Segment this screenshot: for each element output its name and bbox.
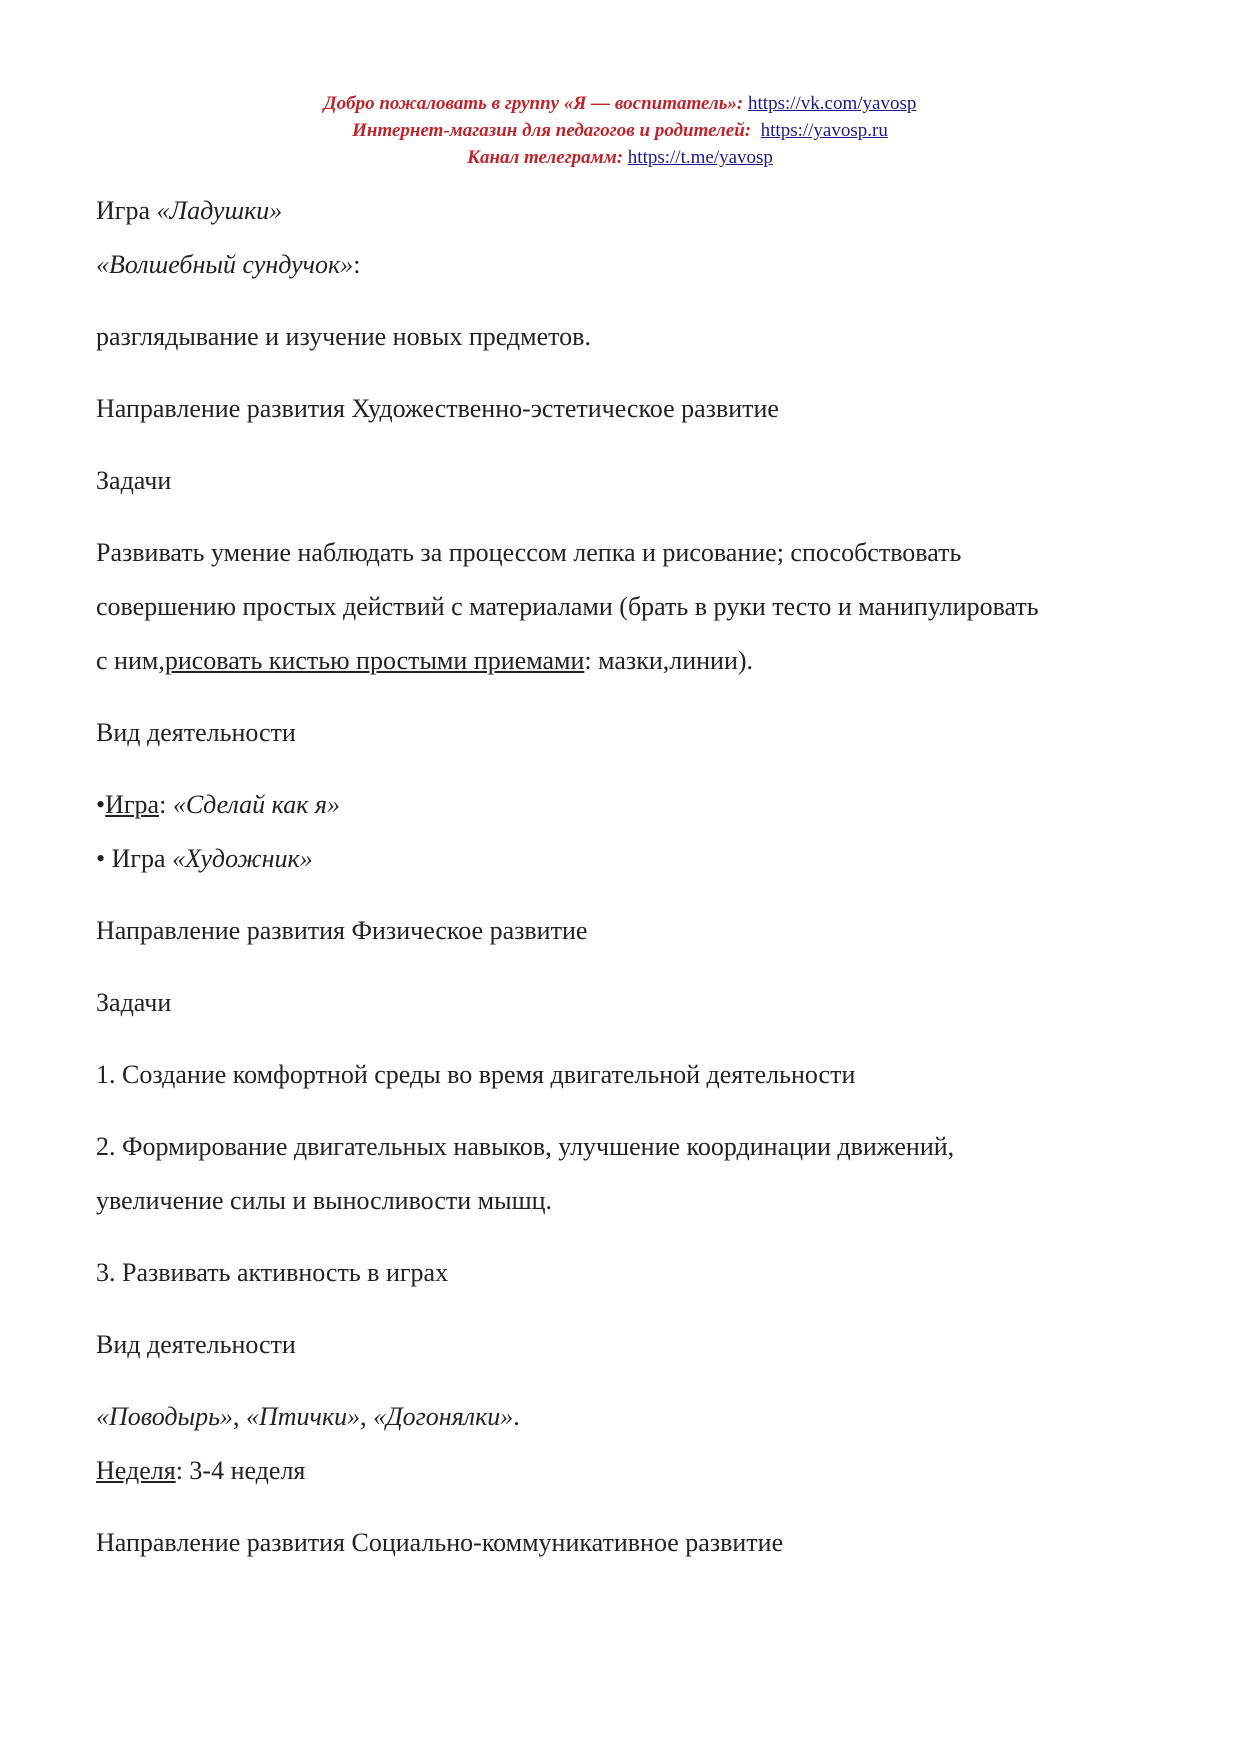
header-line-telegram	[0, 144, 1240, 171]
activity-game-name: «Художник»	[172, 844, 313, 873]
game-povodyr: «Поводырь»	[96, 1402, 233, 1431]
games-end: .	[513, 1402, 520, 1431]
bullet: •	[96, 790, 106, 819]
header-line-shop	[0, 117, 1240, 144]
tasks-title-physical: Задачи	[96, 988, 172, 1017]
activity-sep: :	[159, 790, 173, 819]
tasks-artistic-line-1: Развивать умение наблюдать за процессом лепка и рисование; способствовать	[96, 538, 962, 567]
games-sep: ,	[360, 1402, 374, 1431]
task-physical-2-line-1: 2. Формирование двигательных навыков, улучшение координации движений,	[96, 1132, 955, 1161]
week-label: Неделя	[96, 1456, 176, 1485]
tasks-artistic-line-3	[96, 634, 1176, 688]
activity-item-khudozhnik	[96, 832, 1176, 886]
direction-social: Направление развития Социально-коммуникативное развитие	[96, 1528, 784, 1557]
task-physical-1: 1. Создание комфортной среды во время двигательной деятельности	[96, 1060, 856, 1089]
tasks-line3-start: с ним,	[96, 646, 165, 675]
game-ptichki: «Птички»	[245, 1402, 361, 1431]
games-sep: ,	[232, 1402, 246, 1431]
header-shop-label: Интернет-магазин для педагогов и родителей:	[352, 120, 752, 141]
shop-link[interactable]: https://yavosp.ru	[760, 120, 888, 141]
game-prefix: Игра	[96, 196, 157, 225]
chest-description: разглядывание и изучение новых предметов.	[96, 322, 591, 351]
physical-games-list	[96, 1390, 1176, 1444]
tasks-line3-end: : мазки,линии).	[584, 646, 754, 675]
week-value: : 3-4 неделя	[175, 1456, 306, 1485]
tasks-title-artistic: Задачи	[96, 466, 172, 495]
activity-title-physical: Вид деятельности	[96, 1330, 296, 1359]
chest-colon: :	[353, 250, 361, 279]
chest-title	[96, 238, 1176, 292]
header-group-label: Добро пожаловать в группу «Я — воспитатель»:	[323, 93, 744, 114]
activity-item-sdelay	[96, 778, 1176, 832]
activity-prefix: • Игра	[96, 844, 173, 873]
page-header	[0, 90, 1240, 171]
vk-link[interactable]: https://vk.com/yavosp	[748, 93, 917, 114]
activity-title-artistic: Вид деятельности	[96, 718, 296, 747]
header-telegram-label: Канал телеграмм:	[467, 147, 624, 168]
activity-label-underlined: Игра	[105, 790, 160, 819]
task-physical-2-line-2: увеличение силы и выносливости мышц.	[96, 1186, 553, 1215]
direction-physical: Направление развития Физическое развитие	[96, 916, 588, 945]
activity-game-name: «Сделай как я»	[172, 790, 340, 819]
task-physical-2	[96, 1120, 1176, 1228]
task-physical-3: 3. Развивать активность в играх	[96, 1258, 449, 1287]
game-ladushki	[96, 184, 1176, 238]
week-line	[96, 1444, 1176, 1498]
game-name: «Ладушки»	[156, 196, 283, 225]
tasks-artistic-paragraph	[96, 526, 1176, 688]
telegram-link[interactable]: https://t.me/yavosp	[627, 147, 773, 168]
chest-name: «Волшебный сундучок»	[96, 250, 354, 279]
direction-artistic: Направление развития Художественно-эстетическое развитие	[96, 394, 779, 423]
game-dogonyalki: «Догонялки»	[373, 1402, 514, 1431]
tasks-artistic-line-2: совершению простых действий с материалами (брать в руки тесто и манипулировать	[96, 592, 1039, 621]
header-line-vk	[0, 90, 1240, 117]
tasks-line3-underlined: рисовать кистью простыми приемами	[164, 646, 585, 675]
